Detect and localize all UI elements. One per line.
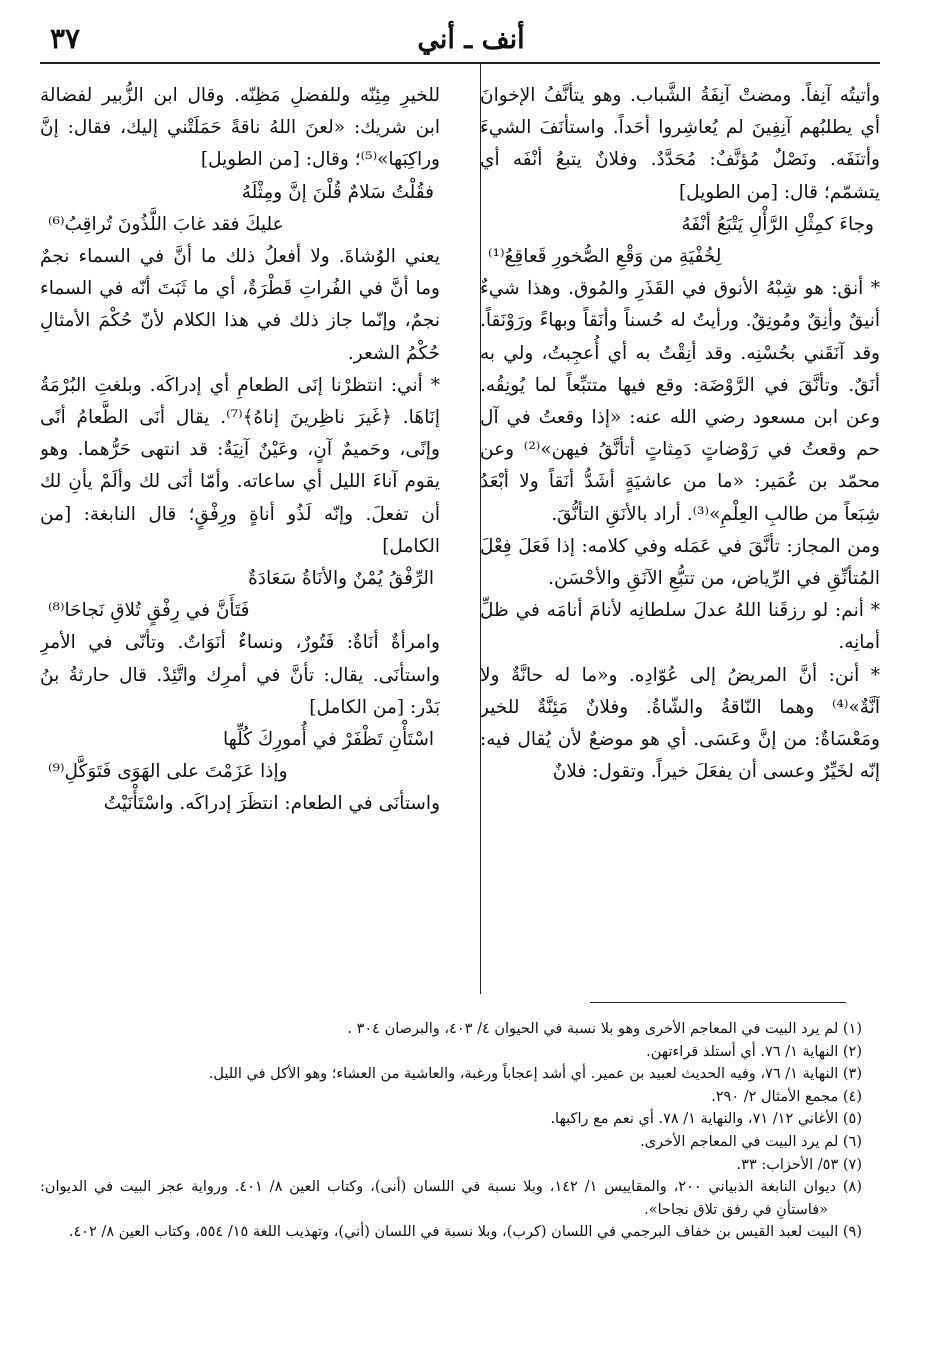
footnote-rule — [590, 1002, 846, 1003]
verse — [480, 209, 880, 273]
verse-hemistich-second: لِخُفْيَةِ من وَقْعِ الصُّخورِ قَعاقِعُ⁽¹⁾ — [488, 246, 722, 268]
footnote: (٤) مجمع الأمثال ٢/ ٢٩٠. — [711, 1088, 862, 1105]
page-number: ٣٧ — [50, 22, 81, 55]
footnote: (٥) الأغاني ١٢/ ٧١، والنهاية ١/ ٧٨. أي نعم مع راكبها. — [550, 1111, 862, 1128]
verse-hemistich-second: وإذا عَزَمْتَ على الهَوَى فَتَوَكَّلِ⁽⁹⁾ — [48, 761, 288, 783]
footnote: (٧) ٥٣/ الأحزاب: ٣٣. — [736, 1156, 862, 1173]
footnote: (١) لم يرد البيت في المعاجم الأخرى وهو بلا نسبة في الحيوان ٤/ ٤٠٣، والبرصان ٣٠٤ . — [347, 1021, 862, 1037]
verse-hemistich-first: وجاءَ كمِثْلِ الرَّأْلِ يَتْبَعُ أنْفَهُ — [681, 213, 874, 235]
verse-hemistich-first: فقُلْتُ سَلامٌ قُلْنَ إنَّ ومِثْلَهُ — [241, 181, 434, 203]
footnote: (٩) البيت لعبد القيس بن خفاف البرجمي في اللسان (كرب)، وبلا نسبة في اللسان (أني)، وتهذيب اللغة ١٥/ ٥٥٤، وكتاب العين ٨/ ٤٠٢. — [68, 1224, 862, 1241]
footnote: (٨) ديوان النابغة الذبياني ٢٠٠، والمقاييس ١/ ١٤٢، وبلا نسبة في اللسان (أنى)، وكتاب العين ٨/ ٤٠١. ورواية عجز البيت في الديوان: «فاستأنِ في رفق تلاق نجاحا». — [40, 1179, 862, 1218]
verse — [40, 177, 440, 241]
verse — [40, 724, 440, 788]
header-rule — [40, 62, 880, 64]
entry-paragraph: * أنن: أنَّ المريضُ إلى عُوّادِه. و«ما له حانَّةٌ ولا آنَّةٌ»⁽⁴⁾ وهما النّاقةُ والشّاةُ. وفلانٌ مَئِنَّةٌ للخير ومَعْسَاةٌ: من إنَّ وعَسَى. أي هو موضعٌ لأن يُقال فيه: إنّه لخَيِّرٌ وعسى أن يفعَلَ خيراً. وتقول: فلانٌ — [480, 664, 880, 783]
verse-hemistich-first: الرِّفْقُ يُمْنٌ والأنَاةُ سَعَادَةٌ — [248, 568, 434, 590]
entry-paragraph: وأتيتُه آنِفاً. ومضتْ آنِفَةُ الشَّباب. وهو يتأنَّفُ الإخوانَ أي يطلبُهم آنِفِينَ لم يُعاشِروا أحَداً. واستأنَفَ الشيءَ وأتنَفَه. ونَصْلٌ مُؤنَّفٌ: مُحَدَّدٌ. وفلانٌ يتبعُ أنْفَه أي يتشمّم؛ قال: [من الطويل] — [480, 85, 880, 203]
verse-hemistich-first: اسْتَأْنِ تَظْفَرْ في أُمورِكَ كُلِّها — [222, 729, 434, 751]
footnotes — [40, 1018, 862, 1244]
entry-paragraph: * أني: انتظرْنا إنَى الطعامِ أي إدراكَه. وبلغتِ البُرْمَةُ إنَاهَا. ﴿غَيرَ ناظِرينَ إناهُ﴾⁽⁷⁾. يقال أنَى الطَّعامُ أنًى وإنًى، وحَميمٌ آنٍ، وعَيْنٌ آنِيَةٌ: قد انتهى حَرُّهما. وهو يقوم آناءَ الليل أي ساعاته. وأمّا أنَى لك وألَمْ يأنِ لك أن تفعلَ. وإنّه لَذُو أناةٍ ورِفْقٍ؛ قال النابغة: [من الكامل] — [40, 374, 440, 557]
entry-paragraph: ومن المجاز: تأنَّقَ في عَمَله وفي كلامه: إذا فَعَلَ فِعْلَ المُتأنِّقِ في الرِّياض، من تتبُّعِ الآنَقِ والأحْسَن. — [480, 535, 880, 590]
footnote: (٢) النهاية ١/ ٧٦. أي أستلذ قراءتهن. — [646, 1043, 862, 1060]
column-divider — [480, 64, 481, 994]
verse-hemistich-second: فَتَأَنَّ في رِفْقٍ تُلاقِ نَجاحَا⁽⁸⁾ — [48, 600, 250, 622]
left-column — [40, 80, 440, 1000]
verse — [40, 563, 440, 627]
entry-paragraph: للخيرِ مِئِنّه وللفضلِ مَظِنّه. وقال ابن الزُّبير لفضالة ابن شريك: «لعنَ اللهُ ناقةً حَمَلَتْني إليك، فقال: إنَّ وراكِبَها»⁽⁵⁾؛ وقال: [من الطويل] — [40, 85, 440, 171]
page-header — [40, 18, 902, 62]
right-column — [480, 80, 880, 1000]
verse-hemistich-second: عليكَ فقد غابَ اللَّذُونَ تُراقِبُ⁽⁶⁾ — [48, 213, 284, 235]
footnote: (٣) النهاية ١/ ٧٦، وفيه الحديث لعبيد بن عمير. أي أشد إعجاباً ورغبة، والعاشية من العشاء؛ وهو الأكل في الليل. — [208, 1066, 862, 1083]
entry-paragraph: واستأنَى في الطعام: انتظَرَ إدراكَه. واسْتَأْنَيْتُ — [103, 793, 440, 815]
entry-paragraph: * أنم: لو رزقَنا اللهُ عدلَ سلطانِه لأنامَ أنامَه في ظلِّ أمانِه. — [480, 600, 880, 654]
footnote: (٦) لم يرد البيت في المعاجم الأخرى. — [640, 1133, 862, 1150]
entry-paragraph: * أنق: هو شِبْهُ الأنوق في القَذَرِ والمُوق. وهذا شيءٌ أنيقٌ وأنِقٌ ومُونِقٌ. ورأيتُ له حُسناً وأنَقاً وبهاءً ورَوْنَقاً. وقد آنَقَني بحُسْنِه. وقد أنِقْتُ به أي أُعجِبتُ، ولي به أنَقٌ. وتأنَّقَ في الرَّوْضَة: وقع فيها متتبِّعاً لما يُونِقُه. وعن ابن مسعود رضي الله عنه: «إذا وقعتُ في آل حم وقعتُ في رَوْضاتٍ دَمِثاتٍ أتأنَّقُ فيهن»⁽²⁾ وعن محمّد بن عُمَير: «ما من عاشيَةٍ أشَدُّ أنَقاً ولا أبْعَدُ شِبَعاً من طالبِ العِلْمِ»⁽³⁾. أراد بالأنَقِ التأنُّقَ. — [480, 278, 880, 525]
page-title: أنف ـ أني — [417, 24, 525, 55]
entry-paragraph: يعني الوُشاةَ. ولا أفعلُ ذلك ما أنَّ في السماء نجمٌ وما أنَّ في الفُراتِ قَطْرَةٌ، أي ما ثَبَتَ أنّه في السماء نجمٌ، وإنّما جاز ذلك في هذا الكلام لأنّ حُكْمَ الأمثالِ حُكْمُ الشعر. — [40, 246, 440, 364]
entry-paragraph: وامرأةٌ أنَاةٌ: فَتُورٌ، ونساءٌ أنَوَاتٌ. وتأنّى في الأمرِ واستأنَى. يقال: تأنَّ في أمرِك واتَّئِدْ. قال حارثةُ بنُ بَدْر: [من الكامل] — [40, 632, 440, 718]
